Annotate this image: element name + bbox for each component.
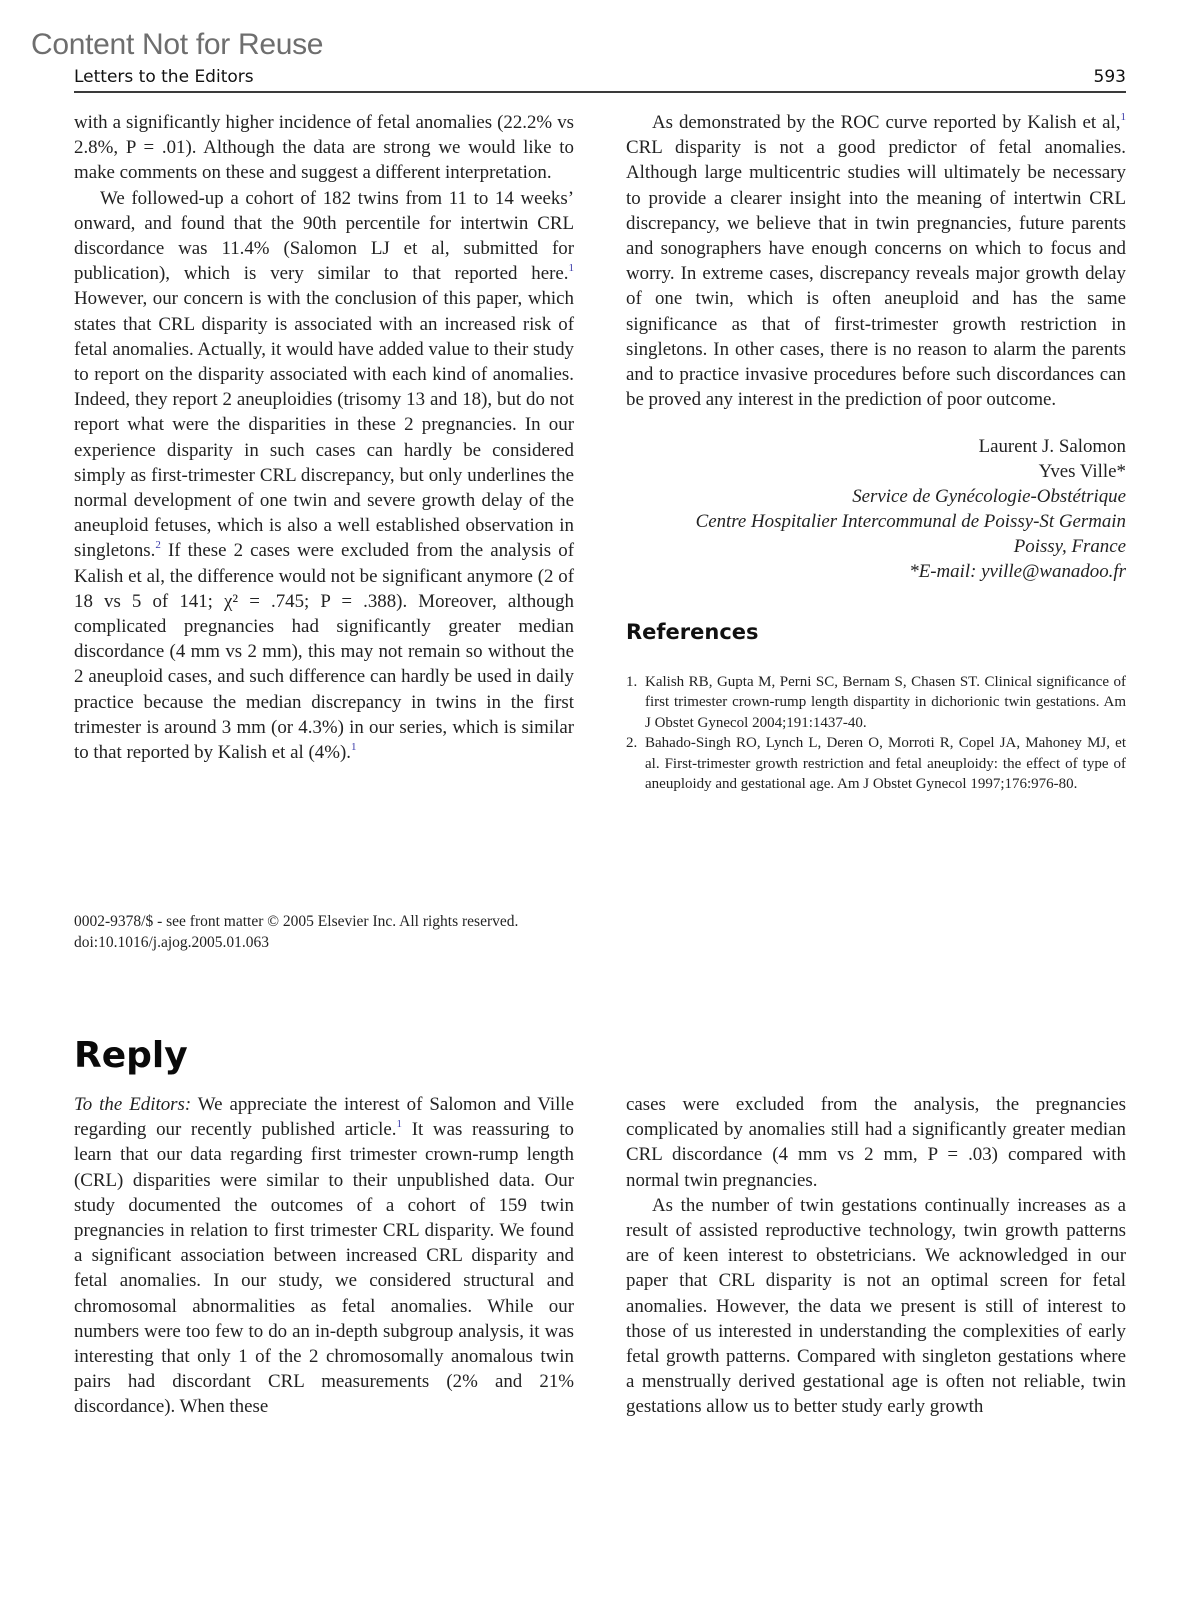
references-heading: References: [626, 620, 759, 645]
email-link[interactable]: *E-mail: yville@wanadoo.fr: [909, 561, 1126, 583]
paragraph: cases were excluded from the analysis, the pregnancies complicated by anomalies still had a significantly greater median CRL discordance (4 mm vs 2 mm, P = .03) compared with normal twin pregnancies.: [626, 1094, 1126, 1191]
reply-heading: Reply: [74, 1035, 188, 1076]
reference-link[interactable]: 1: [396, 1118, 403, 1131]
author-name: Laurent J. Salomon: [978, 436, 1126, 458]
running-head: [74, 65, 1126, 93]
letter-left-column: [74, 110, 574, 765]
copyright-footer: [74, 911, 518, 953]
reply-right-column: [626, 1092, 1126, 1420]
affiliation: Service de Gynécologie-Obstétrique: [852, 486, 1126, 508]
location: Poissy, France: [1013, 536, 1126, 558]
paragraph: We followed-up a cohort of 182 twins from 11 to 14 weeks’ onward, and found that the 90th percentile for intertwin CRL discordance was 11.4% (Salomon LJ et al, submitted for publication), which is very similar to that reported here.$^1$ However, our concern is with the conclusion of this paper, which states that CRL disparity is associated with an increased risk of fetal anomalies. Actually, it would have added value to their study to report on the disparity associated with each kind of anomalies. Indeed, they report 2 aneuploidies (trisomy 13 and 18), but do not report what were the disparities in these 2 pregnancies. In our experience disparity in such cases can hardly be considered simply as first-trimester CRL discrepancy, but only underlines the normal development of one twin and severe growth delay of the aneuploid fetuses, which is also a well established observation in singletons.$^2$ If these 2 cases were excluded from the analysis of Kalish et al, the difference would not be significant anymore (2 of 18 vs 5 of 141; χ² = .745; P = .388). Moreover, although complicated pregnancies had significantly greater median discordance (4 mm vs 2 mm), this may not remain so without the 2 aneuploid cases, and such difference can hardly be used in daily practice because the median discrepancy in twins in the first trimester is around 3 mm (or 4.3%) in our series, which is similar to that reported by Kalish et al (4%).$^1$: [74, 187, 574, 764]
reference-link[interactable]: 1: [1120, 111, 1126, 123]
paragraph: As the number of twin gestations continually increases as a result of assisted reproductive technology, twin growth patterns are of keen interest to obstetricians. We acknowledged in our paper that CRL disparity is not an optimal screen for fetal anomalies. However, the data we present is still of interest to those of us interested in understanding the complexities of early fetal growth patterns. Compared with singleton gestations where a menstrually derived gestational age is often not reliable, twin gestations allow us to better study early growth: [626, 1194, 1126, 1418]
letter-right-column: [626, 110, 1126, 795]
page-number: 593: [1093, 67, 1126, 87]
reply-left-column: [74, 1092, 574, 1420]
watermark: Content Not for Reuse: [31, 28, 324, 61]
signature-block: [626, 434, 1126, 584]
references-list: [626, 672, 1126, 795]
author-name: Yves Ville*: [1038, 461, 1126, 483]
section-title: Letters to the Editors: [74, 67, 254, 87]
reference-item: 2. Bahado-Singh RO, Lynch L, Deren O, Morroti R, Copel JA, Mahoney MJ, et al. First-trimester growth restriction and fetal aneuploidy: the effect of type of aneuploidy and gestational age. Am J Obstet Gynecol 1997;176:976-80.: [626, 735, 1126, 793]
reference-link[interactable]: 1: [350, 741, 357, 754]
copyright-line: 0002-9378/$ - see front matter © 2005 Elsevier Inc. All rights reserved.: [74, 913, 519, 930]
reference-item: 1. Kalish RB, Gupta M, Perni SC, Bernam S, Chasen ST. Clinical significance of first trimester crown-rump length dispartity in dichorionic twin gestations. Am J Obstet Gynecol 2004;191:1437-40.: [626, 673, 1126, 731]
reference-link[interactable]: 2: [155, 539, 161, 552]
reference-link[interactable]: 1: [568, 262, 574, 275]
paragraph: with a significantly higher incidence of fetal anomalies (22.2% vs 2.8%, P = .01). Although the data are strong we would like to make comments on these and suggest a different interpretation.: [74, 112, 574, 184]
doi-line[interactable]: doi:10.1016/j.ajog.2005.01.063: [74, 934, 270, 951]
paragraph: As demonstrated by the ROC curve reported by Kalish et al,$^1$ CRL disparity is not a good predictor of fetal anomalies. Although large multicentric studies will ultimately be necessary to provide a clearer insight into the meaning of intertwin CRL discrepancy, we believe that in twin pregnancies, future parents and sonographers have enough concerns on which to focus and worry. In extreme cases, discrepancy reveals major growth delay of one twin, which is often aneuploid and has the same significance as that of first-trimester growth restriction in singletons. In other cases, there is no reason to alarm the parents and to practice invasive procedures before such discordances can be proved any interest in the prediction of poor outcome.: [626, 111, 1126, 411]
affiliation: Centre Hospitalier Intercommunal de Poissy-St Germain: [695, 511, 1126, 533]
paragraph: To the Editors: We appreciate the interest of Salomon and Ville regarding our recently published article.$^1$ It was reassuring to learn that our data regarding first trimester crown-rump length (CRL) disparities were similar to their unpublished data. Our study documented the outcomes of a cohort of 159 twin pregnancies in relation to first trimester CRL disparity. We found a significant association between increased CRL disparity and fetal anomalies. In our study, we considered structural and chromosomal abnormalities as fetal anomalies. While our numbers were too few to do an in-depth subgroup analysis, it was interesting that only 1 of the 2 chromosomally anomalous twin pairs had discordant CRL measurements (2% and 21% discordance). When these: [74, 1094, 575, 1418]
